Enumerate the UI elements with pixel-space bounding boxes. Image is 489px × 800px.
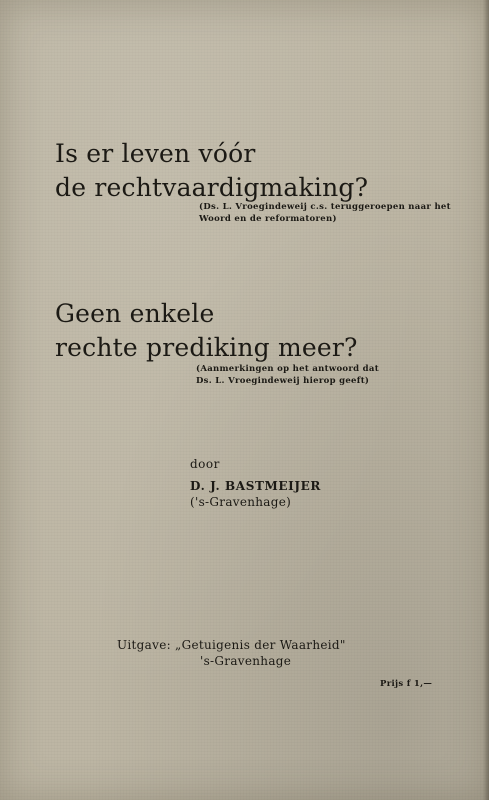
publisher-name: Uitgave: „Getuigenis der Waarheid"	[117, 638, 346, 652]
subtitle-1-line-2: Woord en de reformatoren)	[199, 214, 337, 224]
subtitle-2-line-2: Ds. L. Vroegindeweij hierop geeft)	[196, 376, 370, 386]
title-2	[55, 297, 358, 365]
title-1	[55, 137, 368, 205]
title-2-line-2: rechte prediking meer?	[55, 333, 358, 362]
author-city: ('s-Gravenhage)	[190, 495, 292, 509]
price-label: Prijs f 1,—	[380, 679, 433, 689]
subtitle-1-line-1: (Ds. L. Vroegindeweij c.s. teruggeroepen naar het	[199, 202, 451, 212]
publisher-city: 's-Gravenhage	[200, 654, 292, 668]
subtitle-2	[196, 363, 379, 387]
title-1-line-2: de rechtvaardigmaking?	[55, 173, 369, 202]
author-name: D. J. BASTMEIJER	[190, 479, 321, 493]
title-1-line-1: Is er leven vóór	[55, 139, 256, 168]
publisher-block	[117, 637, 346, 669]
title-2-line-1: Geen enkele	[55, 299, 215, 328]
byline-door: door	[190, 457, 220, 471]
subtitle-1	[199, 201, 451, 225]
subtitle-2-line-1: (Aanmerkingen op het antwoord dat	[196, 364, 379, 374]
page-edge-shadow	[483, 0, 489, 800]
author-block	[190, 478, 321, 510]
